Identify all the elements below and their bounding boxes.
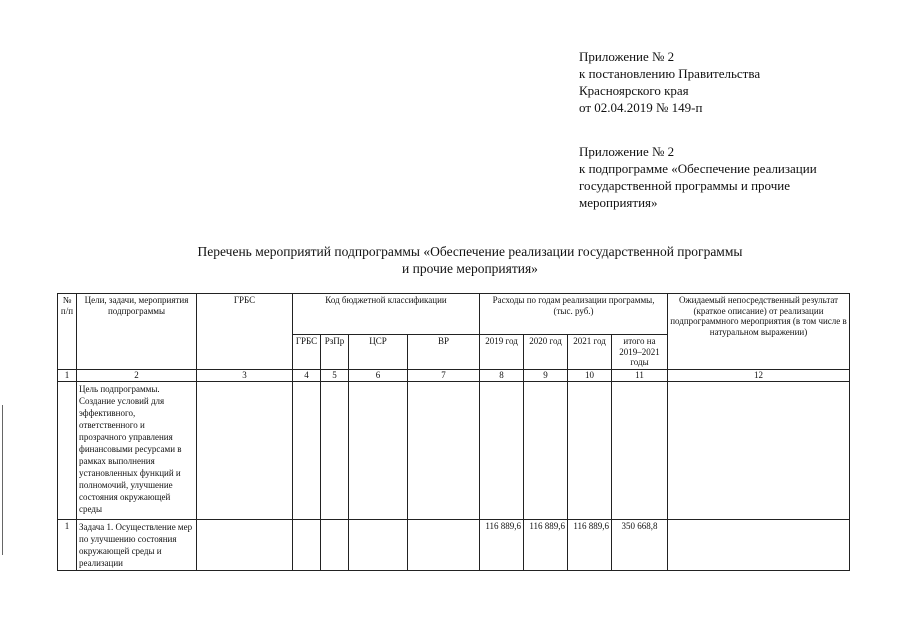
row-num: 1 — [58, 519, 77, 570]
table-row — [58, 519, 850, 570]
column-number: 5 — [321, 369, 349, 381]
column-number: 6 — [349, 369, 408, 381]
header-code-grbs: ГРБС — [293, 335, 321, 370]
table-row — [58, 381, 850, 519]
row-code-csr — [349, 519, 408, 570]
appendix-line: государственной программы и прочие — [579, 178, 790, 193]
header-grbs: ГРБС — [197, 294, 293, 370]
row-2019: 116 889,6 — [480, 519, 524, 570]
header-code-csr: ЦСР — [349, 335, 408, 370]
header-code-rzpr: РзПр — [321, 335, 349, 370]
row-code-vr — [408, 519, 480, 570]
title-line: Перечень мероприятий подпрограммы «Обеспечение реализации государственной программы — [197, 244, 743, 259]
row-grbs — [197, 519, 293, 570]
column-number: 11 — [612, 369, 668, 381]
table-header-row — [58, 294, 850, 335]
column-number: 1 — [58, 369, 77, 381]
row-task-text: Задача 1. Осуществление мер по улучшению состояния окружающей среды и реализации — [77, 519, 197, 570]
appendix-line: Красноярского края — [579, 83, 689, 98]
row-goal-text: Цель подпрограммы. Создание условий для эффективного, ответственного и прозрачного управления финансовыми ресурсами в рамках выполнения установленных функций и полномочий, улучшение состояния окружающей среды — [77, 381, 197, 519]
header-goals: Цели, задачи, мероприятия подпрограммы — [77, 294, 197, 370]
header-expenses: Расходы по годам реализации программы, (тыс. руб.) — [480, 294, 668, 335]
header-num: № п/п — [58, 294, 77, 370]
title-line: и прочие мероприятия» — [402, 261, 538, 276]
row-result — [668, 519, 850, 570]
column-number: 10 — [568, 369, 612, 381]
appendix-subprogram-block — [579, 143, 817, 211]
row-2020 — [524, 381, 568, 519]
column-number: 9 — [524, 369, 568, 381]
row-code-vr — [408, 381, 480, 519]
column-number: 8 — [480, 369, 524, 381]
appendix-line: Приложение № 2 — [579, 144, 675, 159]
column-number-row — [58, 369, 850, 381]
document-title — [150, 243, 790, 277]
header-result: Ожидаемый непосредственный результат (краткое описание) от реализации подпрограммного мероприятия (в том числе в натуральном выражении) — [668, 294, 850, 370]
row-2021: 116 889,6 — [568, 519, 612, 570]
column-number: 4 — [293, 369, 321, 381]
row-code-csr — [349, 381, 408, 519]
header-total: итого на 2019–2021 годы — [612, 335, 668, 370]
row-code-rzpr — [321, 519, 349, 570]
header-code-vr: ВР — [408, 335, 480, 370]
row-grbs — [197, 381, 293, 519]
appendix-line: Приложение № 2 — [579, 49, 675, 64]
measures-table — [57, 293, 850, 571]
row-num — [58, 381, 77, 519]
column-number: 12 — [668, 369, 850, 381]
appendix-resolution-block — [579, 48, 760, 116]
row-2020: 116 889,6 — [524, 519, 568, 570]
row-total — [612, 381, 668, 519]
row-result — [668, 381, 850, 519]
row-total: 350 668,8 — [612, 519, 668, 570]
appendix-line: к постановлению Правительства — [579, 66, 761, 81]
row-code-grbs — [293, 519, 321, 570]
row-2021 — [568, 381, 612, 519]
header-year-2020: 2020 год — [524, 335, 568, 370]
header-year-2021: 2021 год — [568, 335, 612, 370]
row-2019 — [480, 381, 524, 519]
row-code-grbs — [293, 381, 321, 519]
scan-margin-line — [2, 405, 3, 555]
header-year-2019: 2019 год — [480, 335, 524, 370]
column-number: 2 — [77, 369, 197, 381]
appendix-line: мероприятия» — [579, 195, 658, 210]
column-number: 7 — [408, 369, 480, 381]
row-code-rzpr — [321, 381, 349, 519]
header-budget-code: Код бюджетной классификации — [293, 294, 480, 335]
appendix-line: к подпрограмме «Обеспечение реализации — [579, 161, 817, 176]
column-number: 3 — [197, 369, 293, 381]
appendix-line: от 02.04.2019 № 149-п — [579, 100, 703, 115]
